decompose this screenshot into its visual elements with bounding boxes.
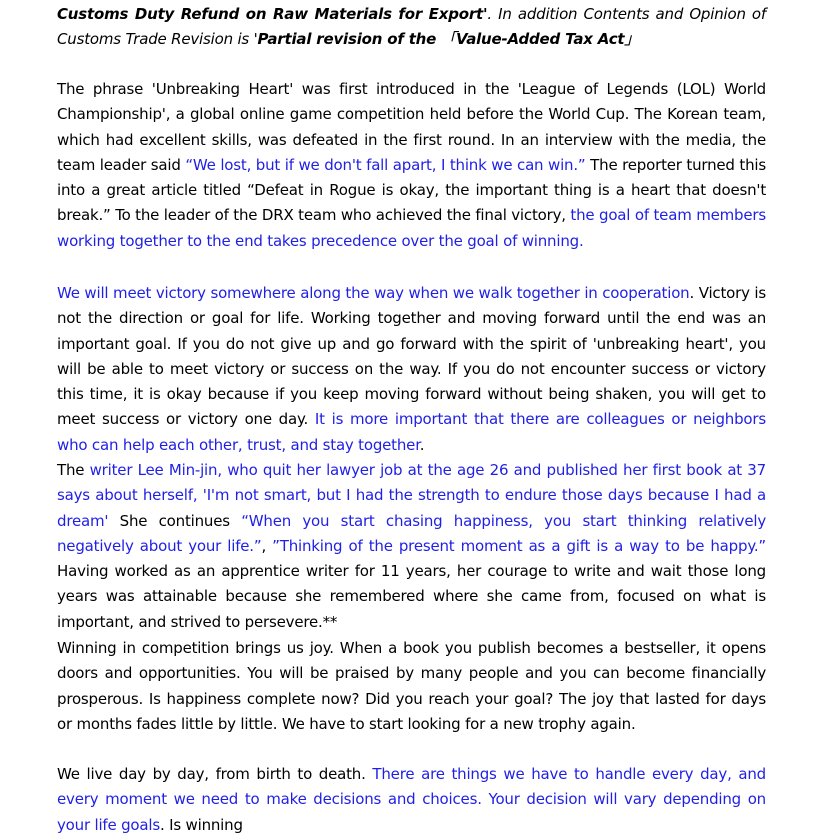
highlight-text: We will meet victory somewhere along the way when we walk together in cooperation xyxy=(57,284,690,302)
paragraph-writer xyxy=(57,458,766,635)
intro-paragraph xyxy=(57,2,766,53)
highlight-text: There are things we have to handle every day, and every moment we need to make decisions and choices. Your decision will vary depending on your life goals xyxy=(57,765,766,834)
intro-text: . In addition Contents and Opinion of Customs Trade Revision is ' xyxy=(57,5,766,49)
text-segment: . xyxy=(419,435,425,454)
highlight-quote: ”Thinking of the present moment as a gift is a way to be happy.” xyxy=(272,536,766,555)
highlight-text: It is more important that there are colleagues or neighbors who can help each other, trust, and stay together xyxy=(57,410,766,454)
highlight-quote: “When you start chasing happiness, you start thinking relatively negatively about your life.” xyxy=(57,511,766,555)
text-segment: . Is winning xyxy=(159,815,243,834)
text-segment: The reporter turned this into a great article titled “Defeat in Rogue is okay, the important thing is a heart that doesn't break.” To the leader of the DRX team who achieved the final victory, xyxy=(57,155,766,225)
text-segment: Having worked as an apprentice writer for 11 years, her courage to write and wait those long years was attainable because she remembered where she came from, focused on what is important, and strived to persevere.** xyxy=(57,562,766,631)
paragraph-unbreaking-heart xyxy=(57,77,766,254)
intro-title: Customs Duty Refund on Raw Materials for Export' xyxy=(57,5,488,23)
text-segment: . Victory is not the direction or goal for life. Working together and moving forward until the end was an important goal. If you do not give up and go forward with the spirit of 'unbreaking heart', you will be able to meet victory or success on the way. If you do not encounter success or victory this time, it is okay because if you keep moving forward without being shaken, you will get to meet success or victory one day. xyxy=(57,284,766,429)
paragraph-daily-life xyxy=(57,762,766,838)
text-segment: We live day by day, from birth to death. xyxy=(57,765,373,783)
intro-revision: Partial revision of the 「Value-Added Tax Act」 xyxy=(257,30,640,49)
text-segment: The xyxy=(57,461,90,479)
paragraph-winning xyxy=(57,636,766,737)
text-segment: Winning in competition brings us joy. When a book you publish becomes a bestseller, it opens doors and opportunities. You will be praised by many people and you can become financially prosperous. Is happiness complete now? Did you reach your goal? The joy that lasted for days or months fades little by little. We have to start looking for a new trophy again. xyxy=(57,639,766,733)
text-segment: The phrase 'Unbreaking Heart' was first introduced in the 'League of Legends (LOL) World Championship', a global online game competition held before the World Cup. The Korean team, which had excellent skills, was defeated in the first round. In an interview with the media, the team leader said xyxy=(57,80,766,174)
highlight-text: writer Lee Min-jin, who quit her lawyer job at the age 26 and published her first book at 37 says about herself, 'I'm not smart, but I had the strength to endure those days because I had a dream' xyxy=(57,461,766,530)
highlight-text: the goal of team members working together to the end takes precedence over the goal of winning. xyxy=(57,206,766,250)
highlight-quote: “We lost, but if we don't fall apart, I think we can win.” xyxy=(185,155,586,174)
text-segment: , xyxy=(261,536,273,555)
paragraph-cooperation xyxy=(57,281,766,458)
text-segment: She continues xyxy=(108,511,242,530)
